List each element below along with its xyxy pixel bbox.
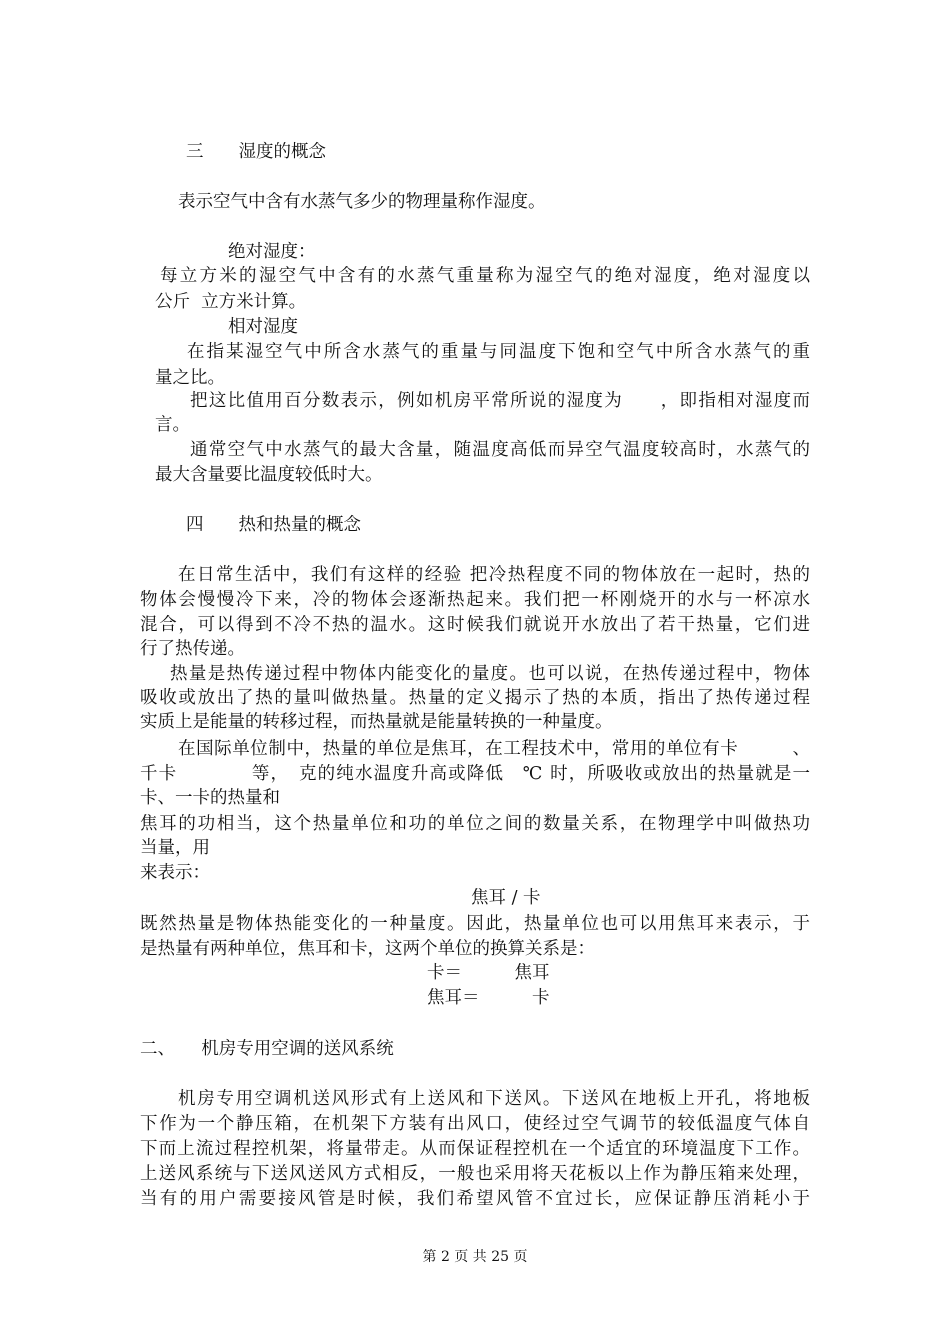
paragraph-line: 热量是热传递过程中物体内能变化的量度。也可以说，在热传递过程中，物体	[170, 664, 810, 684]
paragraph-line: 最大含量要比温度较低时大。	[155, 465, 383, 485]
paragraph-line: 量之比。	[155, 368, 225, 388]
paragraph-line: 既然热量是物体热能变化的一种量度。因此，热量单位也可以用焦耳来表示，于	[140, 914, 810, 934]
conversion-formula: 卡＝ 焦耳	[427, 963, 550, 983]
paragraph-line: 表示空气中含有水蒸气多少的物理量称作湿度。	[178, 192, 546, 212]
paragraph-line: 当量，用	[140, 838, 210, 858]
formula: 焦耳 / 卡	[471, 888, 541, 908]
paragraph-line: 混合，可以得到不冷不热的温水。这时候我们就说开水放出了若干热量，它们进	[140, 615, 810, 635]
paragraph-line: 卡、一卡的热量和	[140, 788, 280, 808]
paragraph-line: 言。	[155, 415, 190, 435]
paragraph-line: 行了热传递。	[140, 639, 245, 659]
subheading-absolute-humidity: 绝对湿度：	[228, 242, 316, 262]
paragraph-line: 吸收或放出了热的量叫做热量。热量的定义揭示了热的本质，指出了热传递过程	[140, 688, 810, 708]
paragraph-line: 下而上流过程控机架，将量带走。从而保证程控机在一个适宜的环境温度下工作。	[140, 1139, 810, 1159]
paragraph-line: 焦耳的功相当，这个热量单位和功的单位之间的数量关系，在物理学中叫做热功	[140, 814, 810, 834]
paragraph-line: 当有的用户需要接风管是时候，我们希望风管不宜过长，应保证静压消耗小于	[140, 1189, 810, 1209]
paragraph-line: 在日常生活中，我们有这样的经验 把冷热程度不同的物体放在一起时，热的	[178, 565, 810, 585]
paragraph-line: 公斤 立方米计算。	[155, 292, 307, 312]
section-heading-heat: 四 热和热量的概念	[186, 515, 361, 535]
paragraph-line: 上送风系统与下送风送风方式相反，一般也采用将天花板以上作为静压箱来处理，	[140, 1164, 810, 1184]
page-footer: 第 2 页 共 25 页	[422, 1249, 528, 1265]
paragraph-line: 实质上是能量的转移过程，而热量就是能量转换的一种量度。	[140, 712, 613, 732]
paragraph-line: 把这比值用百分数表示，例如机房平常所说的湿度为 ，即指相对湿度而	[190, 391, 810, 411]
paragraph-line: 千卡 等， 克的纯水温度升高或降低 ℃ 时，所吸收或放出的热量就是一	[140, 764, 810, 784]
paragraph-line: 是热量有两种单位，焦耳和卡，这两个单位的换算关系是：	[140, 939, 595, 959]
paragraph-line: 每立方米的湿空气中含有的水蒸气重量称为湿空气的绝对湿度，绝对湿度以	[160, 266, 810, 286]
paragraph-line: 来表示：	[140, 863, 210, 883]
section-heading-air-supply: 二、 机房专用空调的送风系统	[140, 1039, 394, 1059]
paragraph-line: 下作为一个静压箱，在机架下方装有出风口，使经过空气调节的较低温度气体自	[140, 1114, 810, 1134]
conversion-formula: 焦耳＝ 卡	[427, 988, 550, 1008]
section-heading-humidity: 三 湿度的概念	[186, 142, 326, 162]
paragraph-line: 在指某湿空气中所含水蒸气的重量与同温度下饱和空气中所含水蒸气的重	[187, 342, 810, 362]
paragraph-line: 通常空气中水蒸气的最大含量，随温度高低而异空气温度较高时，水蒸气的	[190, 440, 810, 460]
subheading-relative-humidity: 相对湿度	[228, 317, 298, 337]
paragraph-line: 机房专用空调机送风形式有上送风和下送风。下送风在地板上开孔，将地板	[178, 1089, 810, 1109]
paragraph-line: 在国际单位制中，热量的单位是焦耳，在工程技术中，常用的单位有卡 、	[178, 739, 810, 759]
paragraph-line: 物体会慢慢冷下来，冷的物体会逐渐热起来。我们把一杯刚烧开的水与一杯凉水	[140, 590, 810, 610]
